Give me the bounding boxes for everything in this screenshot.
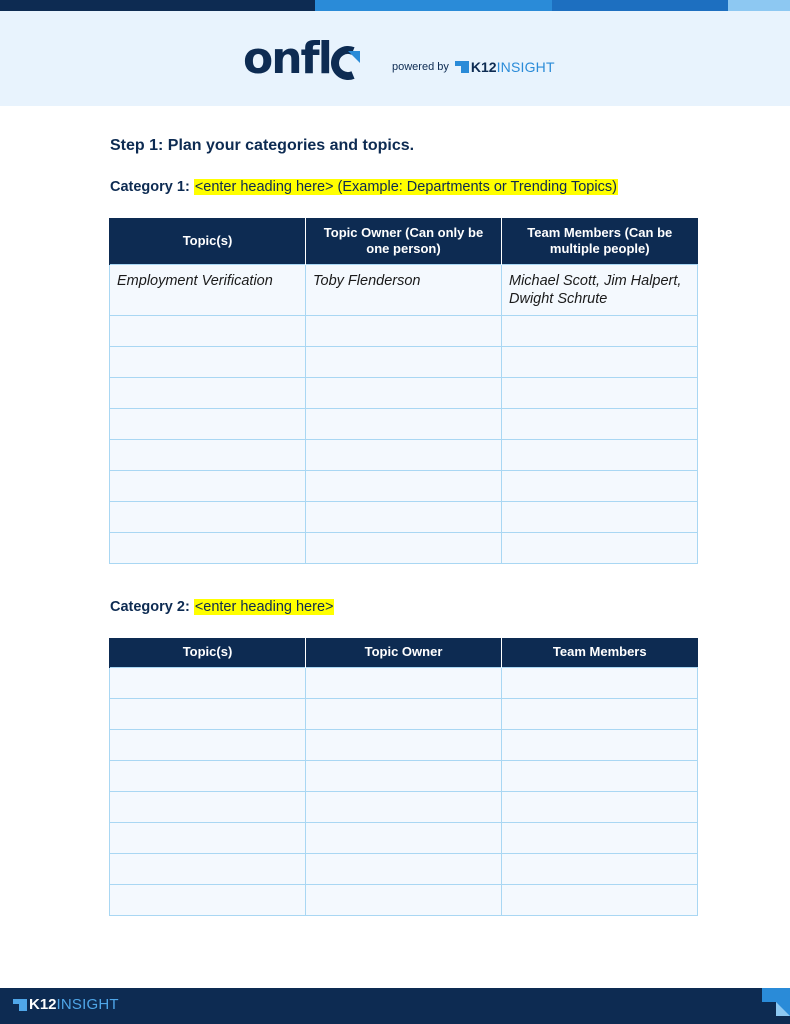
- table-cell[interactable]: [502, 377, 698, 408]
- table-row: [110, 667, 698, 698]
- column-header: Topic Owner (Can only be one person): [306, 218, 502, 264]
- table-cell[interactable]: [502, 698, 698, 729]
- table-header-row: [110, 638, 698, 667]
- table-cell[interactable]: [110, 346, 306, 377]
- table-cell[interactable]: [502, 760, 698, 791]
- page-header: [0, 11, 790, 106]
- table-cell[interactable]: [110, 470, 306, 501]
- category-1-label: Category 1:: [110, 179, 190, 195]
- column-header: Team Members (Can be multiple people): [502, 218, 698, 264]
- table-cell[interactable]: [110, 760, 306, 791]
- onflo-logo-mark: [331, 37, 357, 81]
- table-row: [110, 346, 698, 377]
- table-cell[interactable]: [502, 822, 698, 853]
- table-cell[interactable]: [306, 729, 502, 760]
- category-2-heading: [110, 599, 334, 615]
- table-cell[interactable]: [306, 346, 502, 377]
- table-row: [110, 315, 698, 346]
- category-2-label: Category 2:: [110, 599, 190, 615]
- insight-logo-text: INSIGHT: [496, 59, 555, 75]
- table-row: [110, 501, 698, 532]
- column-header: Topic(s): [110, 218, 306, 264]
- table-cell[interactable]: [110, 377, 306, 408]
- k12-insight-logo: [455, 59, 555, 75]
- table-cell[interactable]: Michael Scott, Jim Halpert, Dwight Schrute: [502, 264, 698, 315]
- category-1-heading: [110, 179, 618, 195]
- table-cell[interactable]: [110, 439, 306, 470]
- table-row: [110, 264, 698, 315]
- table-cell[interactable]: [110, 532, 306, 563]
- table-row: [110, 408, 698, 439]
- table-row: [110, 532, 698, 563]
- table-cell[interactable]: [306, 853, 502, 884]
- table-cell[interactable]: [306, 501, 502, 532]
- table-cell[interactable]: [306, 408, 502, 439]
- footer-insight-text: INSIGHT: [56, 996, 119, 1013]
- footer-k12-text: K12: [29, 996, 57, 1013]
- table-row: [110, 698, 698, 729]
- footer-k12-insight-logo: [13, 996, 119, 1013]
- table-row: [110, 377, 698, 408]
- table-cell[interactable]: [502, 408, 698, 439]
- footer-corner-mark: [762, 988, 790, 1016]
- table-cell[interactable]: [502, 729, 698, 760]
- category-2-table: [109, 638, 698, 916]
- table-cell[interactable]: [306, 377, 502, 408]
- table-cell[interactable]: [502, 791, 698, 822]
- table-cell[interactable]: [306, 884, 502, 915]
- powered-by-block: [392, 59, 555, 75]
- table-cell[interactable]: [110, 822, 306, 853]
- table-cell[interactable]: [110, 501, 306, 532]
- table-row: [110, 822, 698, 853]
- page-footer: [0, 988, 790, 1024]
- table-cell[interactable]: [110, 884, 306, 915]
- table-cell[interactable]: [110, 667, 306, 698]
- table-cell[interactable]: [502, 884, 698, 915]
- table-cell[interactable]: [306, 439, 502, 470]
- table-row: [110, 729, 698, 760]
- table-row: [110, 439, 698, 470]
- category-1-placeholder[interactable]: <enter heading here> (Example: Departments or Trending Topics): [194, 179, 617, 195]
- powered-by-text: powered by: [392, 61, 449, 73]
- column-header: Topic Owner: [306, 638, 502, 667]
- onflo-logo: [243, 33, 357, 84]
- column-header: Team Members: [502, 638, 698, 667]
- table-cell[interactable]: [502, 501, 698, 532]
- category-2-placeholder[interactable]: <enter heading here>: [194, 599, 334, 615]
- table-cell[interactable]: Toby Flenderson: [306, 264, 502, 315]
- table-cell[interactable]: [502, 315, 698, 346]
- table-cell[interactable]: [110, 853, 306, 884]
- table-cell[interactable]: [306, 315, 502, 346]
- table-cell[interactable]: [110, 698, 306, 729]
- table-row: [110, 791, 698, 822]
- table-cell[interactable]: [306, 470, 502, 501]
- table-cell[interactable]: [502, 667, 698, 698]
- category-1-table: [109, 218, 698, 564]
- table-cell[interactable]: [502, 439, 698, 470]
- table-header-row: [110, 218, 698, 264]
- k12-logo-text: K12: [470, 59, 497, 75]
- onflo-logo-text: onfl: [243, 33, 331, 84]
- table-cell[interactable]: [110, 791, 306, 822]
- table-cell[interactable]: [502, 470, 698, 501]
- table-cell[interactable]: [502, 853, 698, 884]
- step-title: Step 1: Plan your categories and topics.: [110, 137, 415, 154]
- table-row: [110, 884, 698, 915]
- table-cell[interactable]: [110, 315, 306, 346]
- table-row: [110, 760, 698, 791]
- column-header: Topic(s): [110, 638, 306, 667]
- table-cell[interactable]: [502, 346, 698, 377]
- table-row: [110, 470, 698, 501]
- table-cell[interactable]: [110, 729, 306, 760]
- table-cell[interactable]: [306, 791, 502, 822]
- table-cell[interactable]: [306, 532, 502, 563]
- table-row: [110, 853, 698, 884]
- k12-logo-icon: [13, 999, 27, 1011]
- table-cell[interactable]: Employment Verification: [110, 264, 306, 315]
- table-cell[interactable]: [306, 667, 502, 698]
- table-cell[interactable]: [306, 698, 502, 729]
- table-cell[interactable]: [306, 822, 502, 853]
- k12-logo-icon: [455, 61, 469, 73]
- table-cell[interactable]: [502, 532, 698, 563]
- table-cell[interactable]: [306, 760, 502, 791]
- top-color-stripe: [0, 0, 790, 11]
- table-cell[interactable]: [110, 408, 306, 439]
